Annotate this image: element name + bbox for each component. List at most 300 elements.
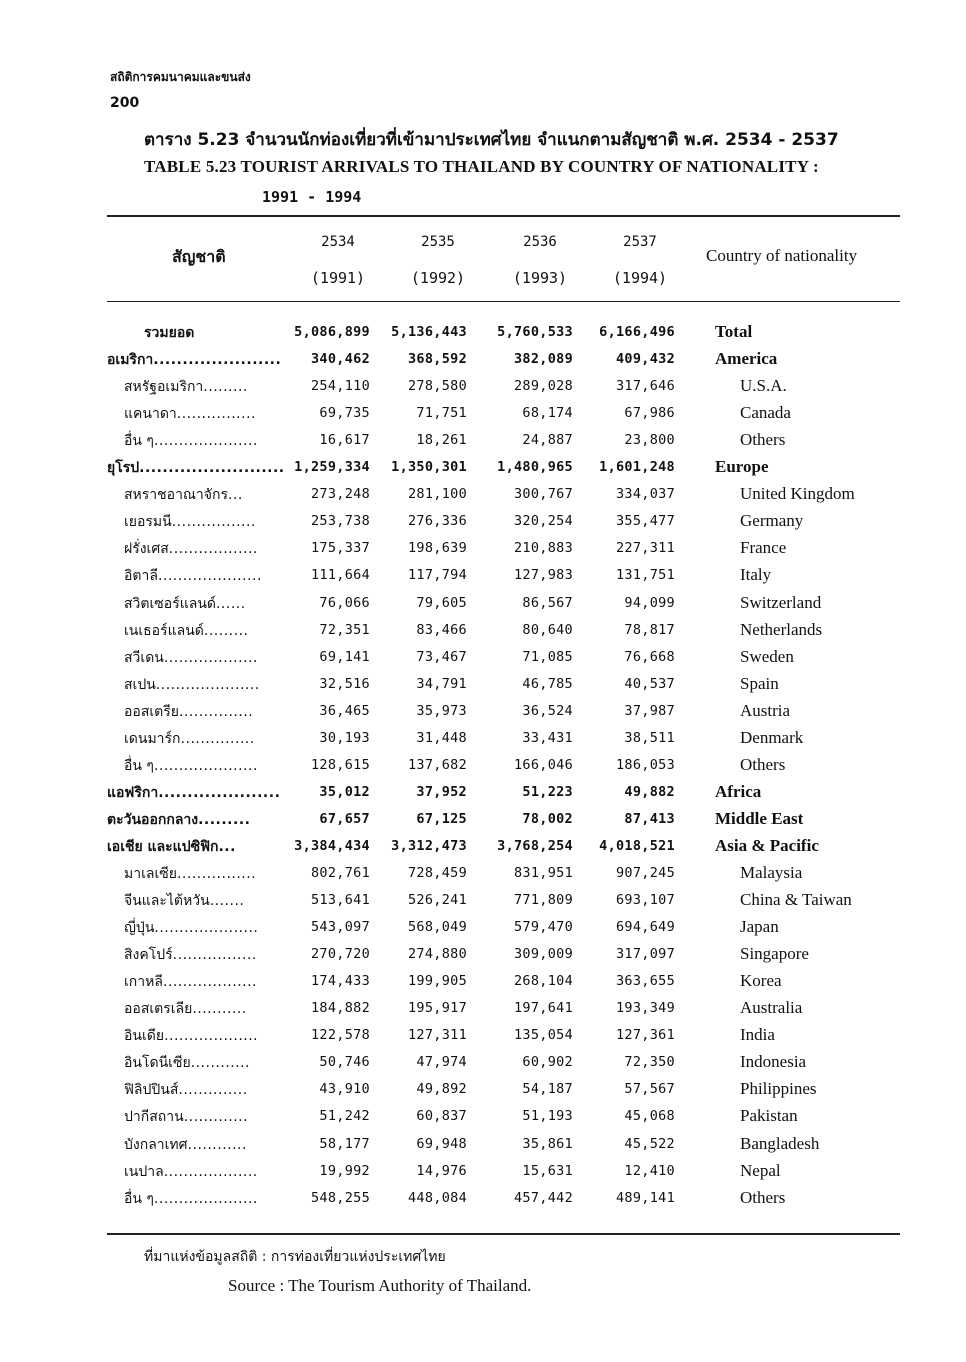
nationality-thai-label: แอฟริกา (107, 784, 159, 801)
value-cell: 175,337 (311, 540, 370, 557)
nationality-thai-label: ญี่ปุ่น (124, 920, 155, 937)
nationality-thai (124, 674, 260, 696)
nationality-english: Spain (740, 673, 779, 693)
value-cell: 195,917 (408, 1000, 467, 1017)
nationality-english: Sweden (740, 646, 794, 666)
value-cell: 122,578 (311, 1027, 370, 1044)
value-cell: 281,100 (408, 486, 467, 503)
nationality-thai-label: อื่น ๆ (124, 433, 154, 450)
nationality-english: Canada (740, 403, 791, 423)
value-cell: 31,448 (416, 729, 467, 746)
nationality-english: India (740, 1025, 775, 1045)
leader-dots: ..................... (153, 757, 258, 774)
leader-dots: ........... (192, 1001, 247, 1018)
nationality-thai (144, 322, 194, 344)
nationality-english: Korea (740, 971, 782, 991)
leader-dots: ..................... (155, 676, 260, 693)
nationality-thai (124, 1188, 258, 1210)
value-cell: 127,361 (616, 1027, 675, 1044)
nationality-thai (124, 1134, 247, 1156)
nationality-english: America (715, 349, 778, 369)
source-note-thai: ที่มาแห่งข้อมูลสถิติ : การท่องเที่ยวแห่งประเทศไทย (144, 1249, 446, 1265)
country-row (0, 1050, 966, 1077)
nationality-thai-label: สวิตเซอร์แลนด์ (124, 595, 216, 612)
value-cell: 579,470 (514, 919, 573, 936)
nationality-thai-label: เกาหลี (124, 974, 163, 991)
leader-dots: ..................... (154, 920, 259, 937)
nationality-thai-label: เดนมาร์ก (124, 730, 181, 747)
value-cell: 317,097 (616, 946, 675, 963)
nationality-thai-label: ตะวันออกกลาง (107, 811, 199, 828)
value-cell: 111,664 (311, 567, 370, 584)
nationality-thai (124, 511, 256, 533)
leader-dots: ......... (203, 622, 249, 639)
leader-dots: ................... (163, 649, 258, 666)
value-cell: 227,311 (616, 540, 675, 557)
leader-dots: ..................... (158, 784, 281, 801)
value-cell: 49,892 (416, 1081, 467, 1098)
value-cell: 543,097 (311, 919, 370, 936)
value-cell: 409,432 (616, 351, 675, 368)
nationality-english: Austria (740, 700, 791, 720)
value-cell: 199,905 (408, 973, 467, 990)
leader-dots: ..................... (153, 433, 258, 450)
nationality-thai (107, 809, 250, 831)
nationality-thai-label: ยุโรป (107, 460, 140, 477)
value-cell: 76,668 (624, 648, 675, 665)
source-note-english: Source : The Tourism Authority of Thailand. (228, 1276, 532, 1295)
leader-dots: ..................... (153, 1190, 258, 1207)
value-cell: 334,037 (616, 486, 675, 503)
value-cell: 71,085 (522, 648, 573, 665)
value-cell: 37,952 (416, 783, 467, 800)
country-row (0, 645, 966, 672)
column-header-year-be: 2536 (523, 234, 557, 250)
nationality-thai (124, 728, 255, 750)
value-cell: 72,350 (624, 1054, 675, 1071)
value-cell: 3,384,434 (294, 837, 370, 854)
nationality-thai-label: แคนาดา (124, 406, 177, 423)
country-row (0, 672, 966, 699)
nationality-english: Denmark (740, 727, 804, 747)
value-cell: 127,983 (514, 567, 573, 584)
region-row (0, 347, 966, 374)
nationality-thai (107, 349, 281, 371)
nationality-thai-label: เอเชีย และแปซิฟิก (107, 838, 219, 855)
value-cell: 24,887 (522, 432, 573, 449)
running-head: สถิติการคมนาคมและขนส่ง (110, 70, 251, 84)
value-cell: 4,018,521 (599, 837, 675, 854)
leader-dots: ...................... (153, 352, 282, 369)
nationality-english: Pakistan (740, 1106, 798, 1126)
nationality-thai-label: อินโดนีเซีย (124, 1055, 191, 1072)
nationality-thai-label: สหราชอาณาจักร (124, 487, 228, 504)
value-cell: 174,433 (311, 973, 370, 990)
nationality-thai (124, 863, 256, 885)
nationality-thai-label: ฟิลิปปินส์ (124, 1082, 179, 1099)
value-cell: 69,141 (319, 648, 370, 665)
nationality-thai-label: อื่น ๆ (124, 757, 154, 774)
value-cell: 448,084 (408, 1189, 467, 1206)
value-cell: 210,883 (514, 540, 573, 557)
value-cell: 69,948 (416, 1135, 467, 1152)
nationality-thai-label: เนปาล (124, 1163, 164, 1180)
value-cell: 526,241 (408, 892, 467, 909)
value-cell: 57,567 (624, 1081, 675, 1098)
value-cell: 35,861 (522, 1135, 573, 1152)
leader-dots: ....... (209, 893, 245, 910)
value-cell: 38,511 (624, 729, 675, 746)
country-row (0, 753, 966, 780)
value-cell: 568,049 (408, 919, 467, 936)
leader-dots: ................... (164, 1028, 259, 1045)
value-cell: 30,193 (319, 729, 370, 746)
value-cell: 83,466 (416, 621, 467, 638)
nationality-thai (124, 755, 258, 777)
country-row (0, 401, 966, 428)
value-cell: 270,720 (311, 946, 370, 963)
value-cell: 363,655 (616, 973, 675, 990)
nationality-thai (124, 1025, 258, 1047)
value-cell: 86,567 (522, 594, 573, 611)
country-row (0, 888, 966, 915)
value-cell: 49,882 (624, 783, 675, 800)
value-cell: 73,467 (416, 648, 467, 665)
value-cell: 51,193 (522, 1108, 573, 1125)
value-cell: 51,242 (319, 1108, 370, 1125)
value-cell: 50,746 (319, 1054, 370, 1071)
value-cell: 694,649 (616, 919, 675, 936)
region-row (0, 834, 966, 861)
value-cell: 43,910 (319, 1081, 370, 1098)
nationality-thai (107, 782, 280, 804)
value-cell: 23,800 (624, 432, 675, 449)
leader-dots: ............... (178, 703, 254, 720)
country-row (0, 374, 966, 401)
nationality-english: Italy (740, 565, 772, 585)
nationality-english: Others (740, 430, 786, 450)
table-bottom-rule (107, 1233, 900, 1235)
nationality-thai (124, 430, 258, 452)
country-row (0, 509, 966, 536)
nationality-english: Europe (715, 457, 769, 477)
nationality-thai (124, 701, 253, 723)
nationality-english: U.S.A. (740, 376, 787, 396)
value-cell: 355,477 (616, 513, 675, 530)
nationality-english: China & Taiwan (740, 890, 852, 910)
value-cell: 197,641 (514, 1000, 573, 1017)
value-cell: 368,592 (408, 351, 467, 368)
leader-dots: ......... (203, 379, 248, 396)
nationality-english: Japan (740, 917, 779, 937)
value-cell: 67,125 (416, 810, 467, 827)
value-cell: 728,459 (408, 865, 467, 881)
value-cell: 254,110 (311, 378, 370, 395)
value-cell: 274,880 (408, 946, 467, 963)
value-cell: 79,605 (416, 594, 467, 611)
nationality-thai-label: เยอรมนี (124, 514, 172, 531)
leader-dots: ................... (162, 974, 257, 991)
leader-dots: ............ (187, 1136, 247, 1153)
column-header-year-be: 2535 (421, 234, 455, 250)
table-top-rule (107, 215, 900, 217)
country-row (0, 726, 966, 753)
nationality-english: Others (740, 754, 786, 774)
leader-dots: ......... (198, 811, 251, 828)
nationality-thai (124, 1106, 248, 1128)
total-row (0, 320, 966, 347)
nationality-thai (124, 403, 256, 425)
nationality-english: Australia (740, 998, 803, 1018)
value-cell: 289,028 (514, 378, 573, 395)
value-cell: 548,255 (311, 1189, 370, 1206)
leader-dots: ................. (171, 514, 256, 531)
country-row (0, 428, 966, 455)
nationality-thai-label: อเมริกา (107, 352, 154, 369)
value-cell: 71,751 (416, 405, 467, 422)
region-row (0, 807, 966, 834)
nationality-english: United Kingdom (740, 484, 855, 504)
nationality-thai-label: สหรัฐอเมริกา (124, 379, 204, 396)
country-row (0, 861, 966, 888)
nationality-thai-label: อื่น ๆ (124, 1190, 154, 1207)
column-header-nationality-english: Country of nationality (706, 246, 858, 265)
value-cell: 35,012 (319, 783, 370, 800)
value-cell: 320,254 (514, 513, 573, 530)
nationality-thai-label: ฝรั่งเศส (124, 541, 169, 558)
column-header-year-ce: (1991) (310, 269, 366, 287)
nationality-thai-label: ออสเตรีย (124, 703, 179, 720)
country-row (0, 1186, 966, 1213)
nationality-thai (124, 917, 258, 939)
value-cell: 802,761 (311, 865, 370, 881)
leader-dots: ... (227, 487, 243, 504)
nationality-thai (124, 1161, 258, 1183)
value-cell: 34,791 (416, 675, 467, 692)
value-cell: 12,410 (624, 1162, 675, 1179)
value-cell: 300,767 (514, 486, 573, 503)
country-row (0, 482, 966, 509)
value-cell: 198,639 (408, 540, 467, 557)
value-cell: 18,261 (416, 432, 467, 449)
nationality-thai-label: จีนและไต้หวัน (124, 893, 210, 910)
value-cell: 87,413 (624, 810, 675, 827)
country-row (0, 1104, 966, 1131)
value-cell: 3,312,473 (391, 837, 467, 854)
nationality-thai-label: เนเธอร์แลนด์ (124, 622, 204, 639)
table-title-years: 1991 - 1994 (262, 188, 362, 206)
value-cell: 1,259,334 (294, 459, 370, 476)
nationality-english: Netherlands (740, 619, 823, 639)
country-row (0, 1132, 966, 1159)
value-cell: 14,976 (416, 1162, 467, 1179)
value-cell: 78,002 (522, 810, 573, 827)
value-cell: 693,107 (616, 892, 675, 909)
nationality-english: Total (715, 322, 753, 341)
value-cell: 37,987 (624, 702, 675, 719)
value-cell: 45,522 (624, 1135, 675, 1152)
nationality-english: Others (740, 1187, 786, 1207)
value-cell: 276,336 (408, 513, 467, 530)
value-cell: 831,951 (514, 865, 573, 881)
region-row (0, 455, 966, 482)
country-row (0, 1159, 966, 1186)
nationality-english: Malaysia (740, 863, 803, 882)
nationality-english: Bangladesh (740, 1133, 820, 1153)
leader-dots: ............ (190, 1055, 251, 1072)
value-cell: 78,817 (624, 621, 675, 638)
value-cell: 771,809 (514, 892, 573, 909)
value-cell: 60,902 (522, 1054, 573, 1071)
nationality-thai (124, 890, 244, 912)
value-cell: 253,738 (311, 513, 370, 530)
value-cell: 382,089 (514, 351, 573, 368)
nationality-thai (124, 593, 246, 615)
leader-dots: ................ (176, 866, 257, 882)
value-cell: 36,524 (522, 702, 573, 719)
value-cell: 46,785 (522, 675, 573, 692)
value-cell: 5,136,443 (391, 324, 467, 340)
region-row (0, 780, 966, 807)
leader-dots: ............... (180, 730, 255, 747)
value-cell: 16,617 (319, 432, 370, 449)
value-cell: 80,640 (522, 621, 573, 638)
table-title-thai: ตาราง 5.23 จำนวนนักท่องเที่ยวที่เข้ามาประเทศไทย จำแนกตามสัญชาติ พ.ศ. 2534 - 2537 (144, 130, 839, 150)
value-cell: 19,992 (319, 1162, 370, 1179)
value-cell: 94,099 (624, 594, 675, 611)
country-row (0, 1023, 966, 1050)
nationality-english: Germany (740, 511, 804, 531)
value-cell: 3,768,254 (497, 837, 573, 854)
leader-dots: ................ (176, 406, 256, 423)
value-cell: 166,046 (514, 756, 573, 773)
nationality-thai-label: อินเดีย (124, 1028, 165, 1045)
nationality-thai (124, 565, 262, 587)
nationality-thai (124, 1052, 250, 1074)
leader-dots: ... (218, 838, 236, 855)
nationality-thai-label: บังกลาเทศ (124, 1136, 188, 1153)
value-cell: 131,751 (616, 567, 675, 584)
column-header-year-be: 2537 (623, 234, 657, 250)
value-cell: 32,516 (319, 675, 370, 692)
value-cell: 457,442 (514, 1189, 573, 1206)
value-cell: 513,641 (311, 892, 370, 909)
nationality-english: Philippines (740, 1079, 817, 1099)
country-row (0, 699, 966, 726)
value-cell: 268,104 (514, 973, 573, 990)
nationality-thai (124, 647, 258, 669)
country-row (0, 942, 966, 969)
nationality-thai (124, 620, 248, 642)
value-cell: 907,245 (616, 865, 675, 881)
value-cell: 40,537 (624, 675, 675, 692)
nationality-thai-label: อิตาลี (124, 568, 158, 585)
country-row (0, 996, 966, 1023)
nationality-thai-label: สเปน (124, 676, 156, 693)
value-cell: 137,682 (408, 756, 467, 773)
nationality-thai (124, 538, 258, 560)
value-cell: 184,882 (311, 1000, 370, 1017)
leader-dots: .............. (178, 1082, 248, 1099)
country-row (0, 1077, 966, 1104)
nationality-english: Indonesia (740, 1052, 807, 1072)
value-cell: 33,431 (522, 729, 573, 746)
value-cell: 128,615 (311, 756, 370, 773)
nationality-thai (124, 998, 247, 1020)
nationality-thai-label: ปากีสถาน (124, 1109, 184, 1126)
value-cell: 67,986 (624, 405, 675, 422)
leader-dots: ......................... (139, 460, 285, 477)
value-cell: 135,054 (514, 1027, 573, 1044)
nationality-english: Nepal (740, 1160, 781, 1180)
value-cell: 5,086,899 (294, 324, 370, 340)
leader-dots: ............. (183, 1109, 249, 1126)
column-header-year-ce: (1993) (512, 269, 568, 287)
value-cell: 54,187 (522, 1081, 573, 1098)
value-cell: 72,351 (319, 621, 370, 638)
column-header-year-be: 2534 (321, 234, 355, 250)
leader-dots: ................. (172, 947, 257, 964)
country-row (0, 591, 966, 618)
value-cell: 1,480,965 (497, 459, 573, 476)
nationality-english: Africa (715, 781, 762, 801)
column-header-year-ce: (1994) (612, 269, 668, 287)
value-cell: 340,462 (311, 351, 370, 368)
country-row (0, 969, 966, 996)
nationality-thai (124, 484, 243, 506)
value-cell: 186,053 (616, 756, 675, 773)
value-cell: 36,465 (319, 702, 370, 719)
column-header-nationality-thai: สัญชาติ (172, 247, 226, 266)
value-cell: 278,580 (408, 378, 467, 395)
value-cell: 6,166,496 (599, 324, 675, 340)
country-row (0, 563, 966, 590)
column-header-year-ce: (1992) (410, 269, 466, 287)
nationality-thai (107, 457, 285, 479)
nationality-thai (124, 376, 248, 398)
nationality-thai (124, 1079, 248, 1101)
value-cell: 1,350,301 (391, 459, 467, 476)
value-cell: 69,735 (319, 405, 370, 422)
nationality-english: Switzerland (740, 592, 822, 612)
nationality-thai (124, 944, 257, 966)
value-cell: 117,794 (408, 567, 467, 584)
value-cell: 127,311 (408, 1027, 467, 1044)
value-cell: 67,657 (319, 810, 370, 827)
country-row (0, 915, 966, 942)
value-cell: 76,066 (319, 594, 370, 611)
leader-dots: ..................... (157, 568, 262, 585)
country-row (0, 618, 966, 645)
nationality-english: Singapore (740, 944, 809, 964)
nationality-thai (124, 971, 257, 993)
nationality-english: Asia & Pacific (715, 835, 819, 855)
value-cell: 273,248 (311, 486, 370, 503)
value-cell: 1,601,248 (599, 459, 675, 476)
value-cell: 51,223 (522, 783, 573, 800)
value-cell: 58,177 (319, 1135, 370, 1152)
table-title-english: TABLE 5.23 TOURIST ARRIVALS TO THAILAND BY COUNTRY OF NATIONALITY : (144, 157, 819, 176)
value-cell: 35,973 (416, 702, 467, 719)
value-cell: 45,068 (624, 1108, 675, 1125)
header-bottom-rule (107, 301, 900, 302)
page-number: 200 (110, 95, 140, 111)
value-cell: 60,837 (416, 1108, 467, 1125)
country-row (0, 536, 966, 563)
nationality-english: Middle East (715, 808, 804, 828)
nationality-thai-label: ออสเตรเลีย (124, 1001, 193, 1018)
value-cell: 309,009 (514, 946, 573, 963)
